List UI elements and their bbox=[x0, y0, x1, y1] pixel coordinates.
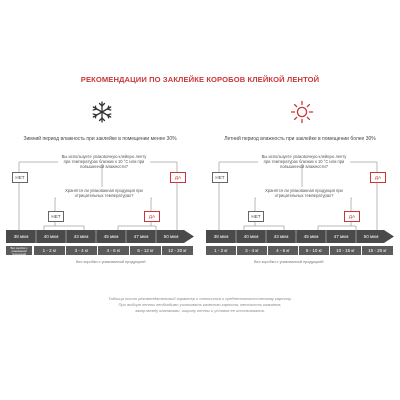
weight-cell: 6 - 12 кг bbox=[130, 246, 161, 255]
summer-panel bbox=[206, 100, 394, 290]
question-humidity: Вы используете упаковочную клейкую ленту при температурах близких к 10 °С или при повышенной влажности? bbox=[261, 154, 347, 169]
weight-cell: 1 - 2 кг bbox=[34, 246, 65, 255]
weight-cell: 4 - 6 кг bbox=[98, 246, 129, 255]
question-storage: Хранятся ли упакованная продукция при отрицательных температурах? bbox=[265, 188, 343, 198]
thickness-label: 38 мкм bbox=[213, 234, 229, 239]
thickness-label: 45 мкм bbox=[103, 234, 119, 239]
page-title: РЕКОМЕНДАЦИИ ПО ЗАКЛЕЙКЕ КОРОБОВ КЛЕЙКОЙ ЛЕНТОЙ bbox=[80, 75, 320, 84]
weight-cell: 4 - 6 кг bbox=[268, 246, 298, 255]
season-description: Летний период влажность при заклейке в помещении более 30% bbox=[224, 136, 376, 142]
footer-note bbox=[0, 296, 400, 314]
footer-line: зазор между клапанами, ширину ленты и условия ее использования. bbox=[135, 308, 265, 313]
thickness-label: 47 мкм bbox=[133, 234, 149, 239]
weight-cell: 10 - 15 кг bbox=[330, 246, 361, 255]
answer-no-button[interactable]: НЕТ bbox=[248, 211, 264, 222]
weight-cell: 6 - 10 кг bbox=[299, 246, 329, 255]
footer-line: Таблица носит рекомендательный характер и относится к среднестатистическому картону. bbox=[108, 296, 292, 301]
thickness-label: 47 мкм bbox=[333, 234, 349, 239]
weight-cell: 3 - 4 кг bbox=[237, 246, 267, 255]
weight-row-label: Вес коробки с упакованной продукцией bbox=[6, 246, 32, 255]
thickness-label: 43 мкм bbox=[273, 234, 289, 239]
answer-yes-button[interactable]: ДА bbox=[344, 211, 360, 222]
thickness-label: 45 мкм bbox=[303, 234, 319, 239]
winter-panel bbox=[6, 100, 194, 290]
footer-line: При выборе ленты необходимо учитывать качество картона, жесткость клапанов, bbox=[118, 302, 282, 307]
question-storage: Хранятся ли упакованная продукция при отрицательных температурах? bbox=[65, 188, 143, 198]
thickness-label: 50 мкм bbox=[163, 234, 179, 239]
thickness-label: 50 мкм bbox=[363, 234, 379, 239]
answer-no-button[interactable]: НЕТ bbox=[12, 172, 28, 183]
answer-no-button[interactable]: НЕТ bbox=[48, 211, 64, 222]
weight-caption: Вес коробки с упакованной продукцией bbox=[76, 260, 146, 264]
weight-caption: Вес коробки с упакованной продукцией bbox=[254, 260, 324, 264]
weight-cell: 3 - 4 кг bbox=[66, 246, 97, 255]
thickness-label: 38 мкм bbox=[13, 234, 29, 239]
thickness-label: 43 мкм bbox=[73, 234, 89, 239]
answer-yes-button[interactable]: ДА bbox=[170, 172, 186, 183]
answer-yes-button[interactable]: ДА bbox=[370, 172, 386, 183]
weight-cell: 12 - 20 кг bbox=[162, 246, 193, 255]
weight-cell: 15 - 25 кг bbox=[362, 246, 393, 255]
thickness-label: 40 мкм bbox=[243, 234, 259, 239]
weight-cell: 1 - 2 кг bbox=[206, 246, 236, 255]
answer-yes-button[interactable]: ДА bbox=[144, 211, 160, 222]
answer-no-button[interactable]: НЕТ bbox=[212, 172, 228, 183]
season-description: Зимний период влажность при заклейке в помещении менее 30% bbox=[23, 136, 177, 142]
question-humidity: Вы используете упаковочную клейкую ленту при температурах близких к 10 °С или при повышенной влажности? bbox=[61, 154, 147, 169]
thickness-label: 40 мкм bbox=[43, 234, 59, 239]
